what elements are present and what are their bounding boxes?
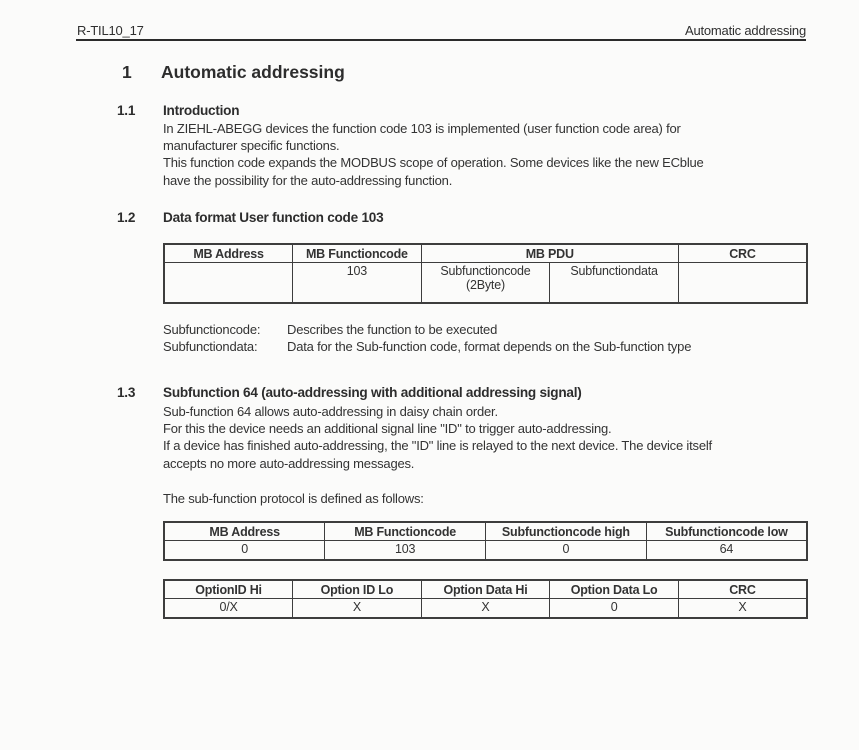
- section-1-2-number: 1.2: [117, 210, 136, 225]
- paragraph-line: manufacturer specific functions.: [163, 138, 340, 154]
- col-mb-functioncode: MB Functioncode: [325, 522, 486, 541]
- header-doc-id: R-TIL10_17: [77, 23, 144, 38]
- definition-term: Subfunctioncode:: [163, 322, 261, 337]
- definition-row: [163, 338, 691, 355]
- section-1-number: 1: [122, 62, 132, 82]
- paragraph-line: In ZIEHL-ABEGG devices the function code 103 is implemented (user function code area) for: [163, 121, 681, 136]
- cell-line: (2Byte): [466, 278, 505, 292]
- cell-option-data-hi: X: [421, 599, 550, 619]
- col-subfunctioncode-high: Subfunctioncode high: [486, 522, 647, 541]
- section-1-3-title: Subfunction 64 (auto-addressing with additional addressing signal): [163, 385, 582, 400]
- cell-line: Subfunctioncode: [440, 264, 531, 278]
- cell-mb-address: [164, 263, 293, 304]
- col-option-data-lo: Option Data Lo: [550, 580, 679, 599]
- col-option-id-lo: Option ID Lo: [293, 580, 422, 599]
- cell-option-id-lo: X: [293, 599, 422, 619]
- cell-optionid-hi: 0/X: [164, 599, 293, 619]
- option-frame-table: [163, 579, 808, 619]
- intro-paragraph: [163, 120, 704, 189]
- cell-mb-functioncode: 103: [293, 263, 422, 304]
- cell-mb-address: 0: [164, 541, 325, 561]
- section-1-2-title: Data format User function code 103: [163, 210, 384, 225]
- col-mb-functioncode: MB Functioncode: [293, 244, 422, 263]
- col-mb-address: MB Address: [164, 244, 293, 263]
- paragraph-line: If a device has finished auto-addressing, the "ID" line is relayed to the next device. The device itself: [163, 438, 712, 454]
- col-optionid-hi: OptionID Hi: [164, 580, 293, 599]
- request-frame-table: [163, 521, 808, 561]
- table-header-row: [164, 522, 807, 541]
- section-1-1-title: Introduction: [163, 103, 240, 118]
- section-1-3-number: 1.3: [117, 385, 136, 400]
- section-1-1-number: 1.1: [117, 103, 136, 118]
- table-row: [164, 263, 807, 304]
- paragraph-line: have the possibility for the auto-addressing function.: [163, 172, 453, 188]
- table-row: [164, 541, 807, 561]
- col-subfunctioncode-low: Subfunctioncode low: [646, 522, 807, 541]
- cell-crc: [678, 263, 807, 304]
- table-header-row: [164, 244, 807, 263]
- header-rule: [76, 39, 806, 41]
- table-header-row: [164, 580, 807, 599]
- header-page-title: Automatic addressing: [684, 23, 806, 38]
- protocol-intro-line: The sub-function protocol is defined as follows:: [163, 491, 424, 506]
- col-option-data-hi: Option Data Hi: [421, 580, 550, 599]
- cell-subfunctioncode-high: 0: [486, 541, 647, 561]
- paragraph-line: Sub-function 64 allows auto-addressing in daisy chain order.: [163, 404, 498, 419]
- definition-desc: Describes the function to be executed: [287, 322, 498, 337]
- definition-row: [163, 321, 691, 338]
- cell-crc: X: [678, 599, 807, 619]
- subfunction-paragraph: [163, 403, 712, 472]
- section-1-title: Automatic addressing: [161, 62, 345, 82]
- cell-option-data-lo: 0: [550, 599, 679, 619]
- definition-desc: Data for the Sub-function code, format depends on the Sub-function type: [287, 339, 692, 355]
- cell-subfunctioncode: [421, 263, 550, 304]
- cell-subfunctioncode-low: 64: [646, 541, 807, 561]
- definition-list: [163, 321, 691, 356]
- paragraph-line: For this the device needs an additional signal line "ID" to trigger auto-addressing.: [163, 421, 612, 437]
- data-format-table: [163, 243, 808, 304]
- paragraph-line: This function code expands the MODBUS scope of operation. Some devices like the new ECblue: [163, 155, 704, 171]
- col-crc: CRC: [678, 580, 807, 599]
- cell-mb-functioncode: 103: [325, 541, 486, 561]
- cell-subfunctiondata: Subfunctiondata: [550, 263, 679, 304]
- col-mb-address: MB Address: [164, 522, 325, 541]
- definition-term: Subfunctiondata:: [163, 339, 258, 355]
- col-crc: CRC: [678, 244, 807, 263]
- col-mb-pdu: MB PDU: [421, 244, 678, 263]
- table-row: [164, 599, 807, 619]
- paragraph-line: accepts no more auto-addressing messages.: [163, 455, 415, 471]
